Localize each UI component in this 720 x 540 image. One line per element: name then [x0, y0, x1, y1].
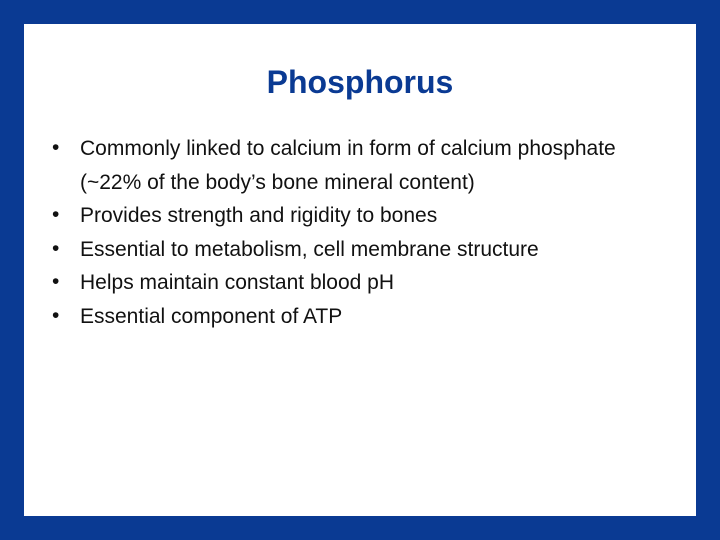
- bullet-item: [52, 233, 672, 267]
- bullet-list: [52, 132, 672, 334]
- slide-content-panel: [24, 24, 696, 516]
- slide-title: Phosphorus: [266, 64, 454, 100]
- bullet-marker: •: [52, 303, 60, 327]
- bullet-text: Provides strength and rigidity to bones: [80, 204, 438, 228]
- bullet-marker: •: [52, 203, 60, 227]
- bullet-marker: •: [52, 270, 60, 294]
- bullet-text: Commonly linked to calcium in form of calcium phosphate (~22% of the body’s bone mineral content): [80, 137, 616, 194]
- bullet-item: [52, 266, 672, 300]
- bullet-item: [52, 300, 672, 334]
- bullet-item: [52, 132, 672, 199]
- bullet-text: Essential to metabolism, cell membrane structure: [80, 237, 539, 261]
- bullet-marker: •: [52, 236, 60, 260]
- bullet-item: [52, 199, 672, 233]
- bullet-text: Essential component of ATP: [80, 304, 343, 328]
- bullet-text: Helps maintain constant blood pH: [80, 271, 395, 295]
- bullet-marker: •: [52, 136, 60, 159]
